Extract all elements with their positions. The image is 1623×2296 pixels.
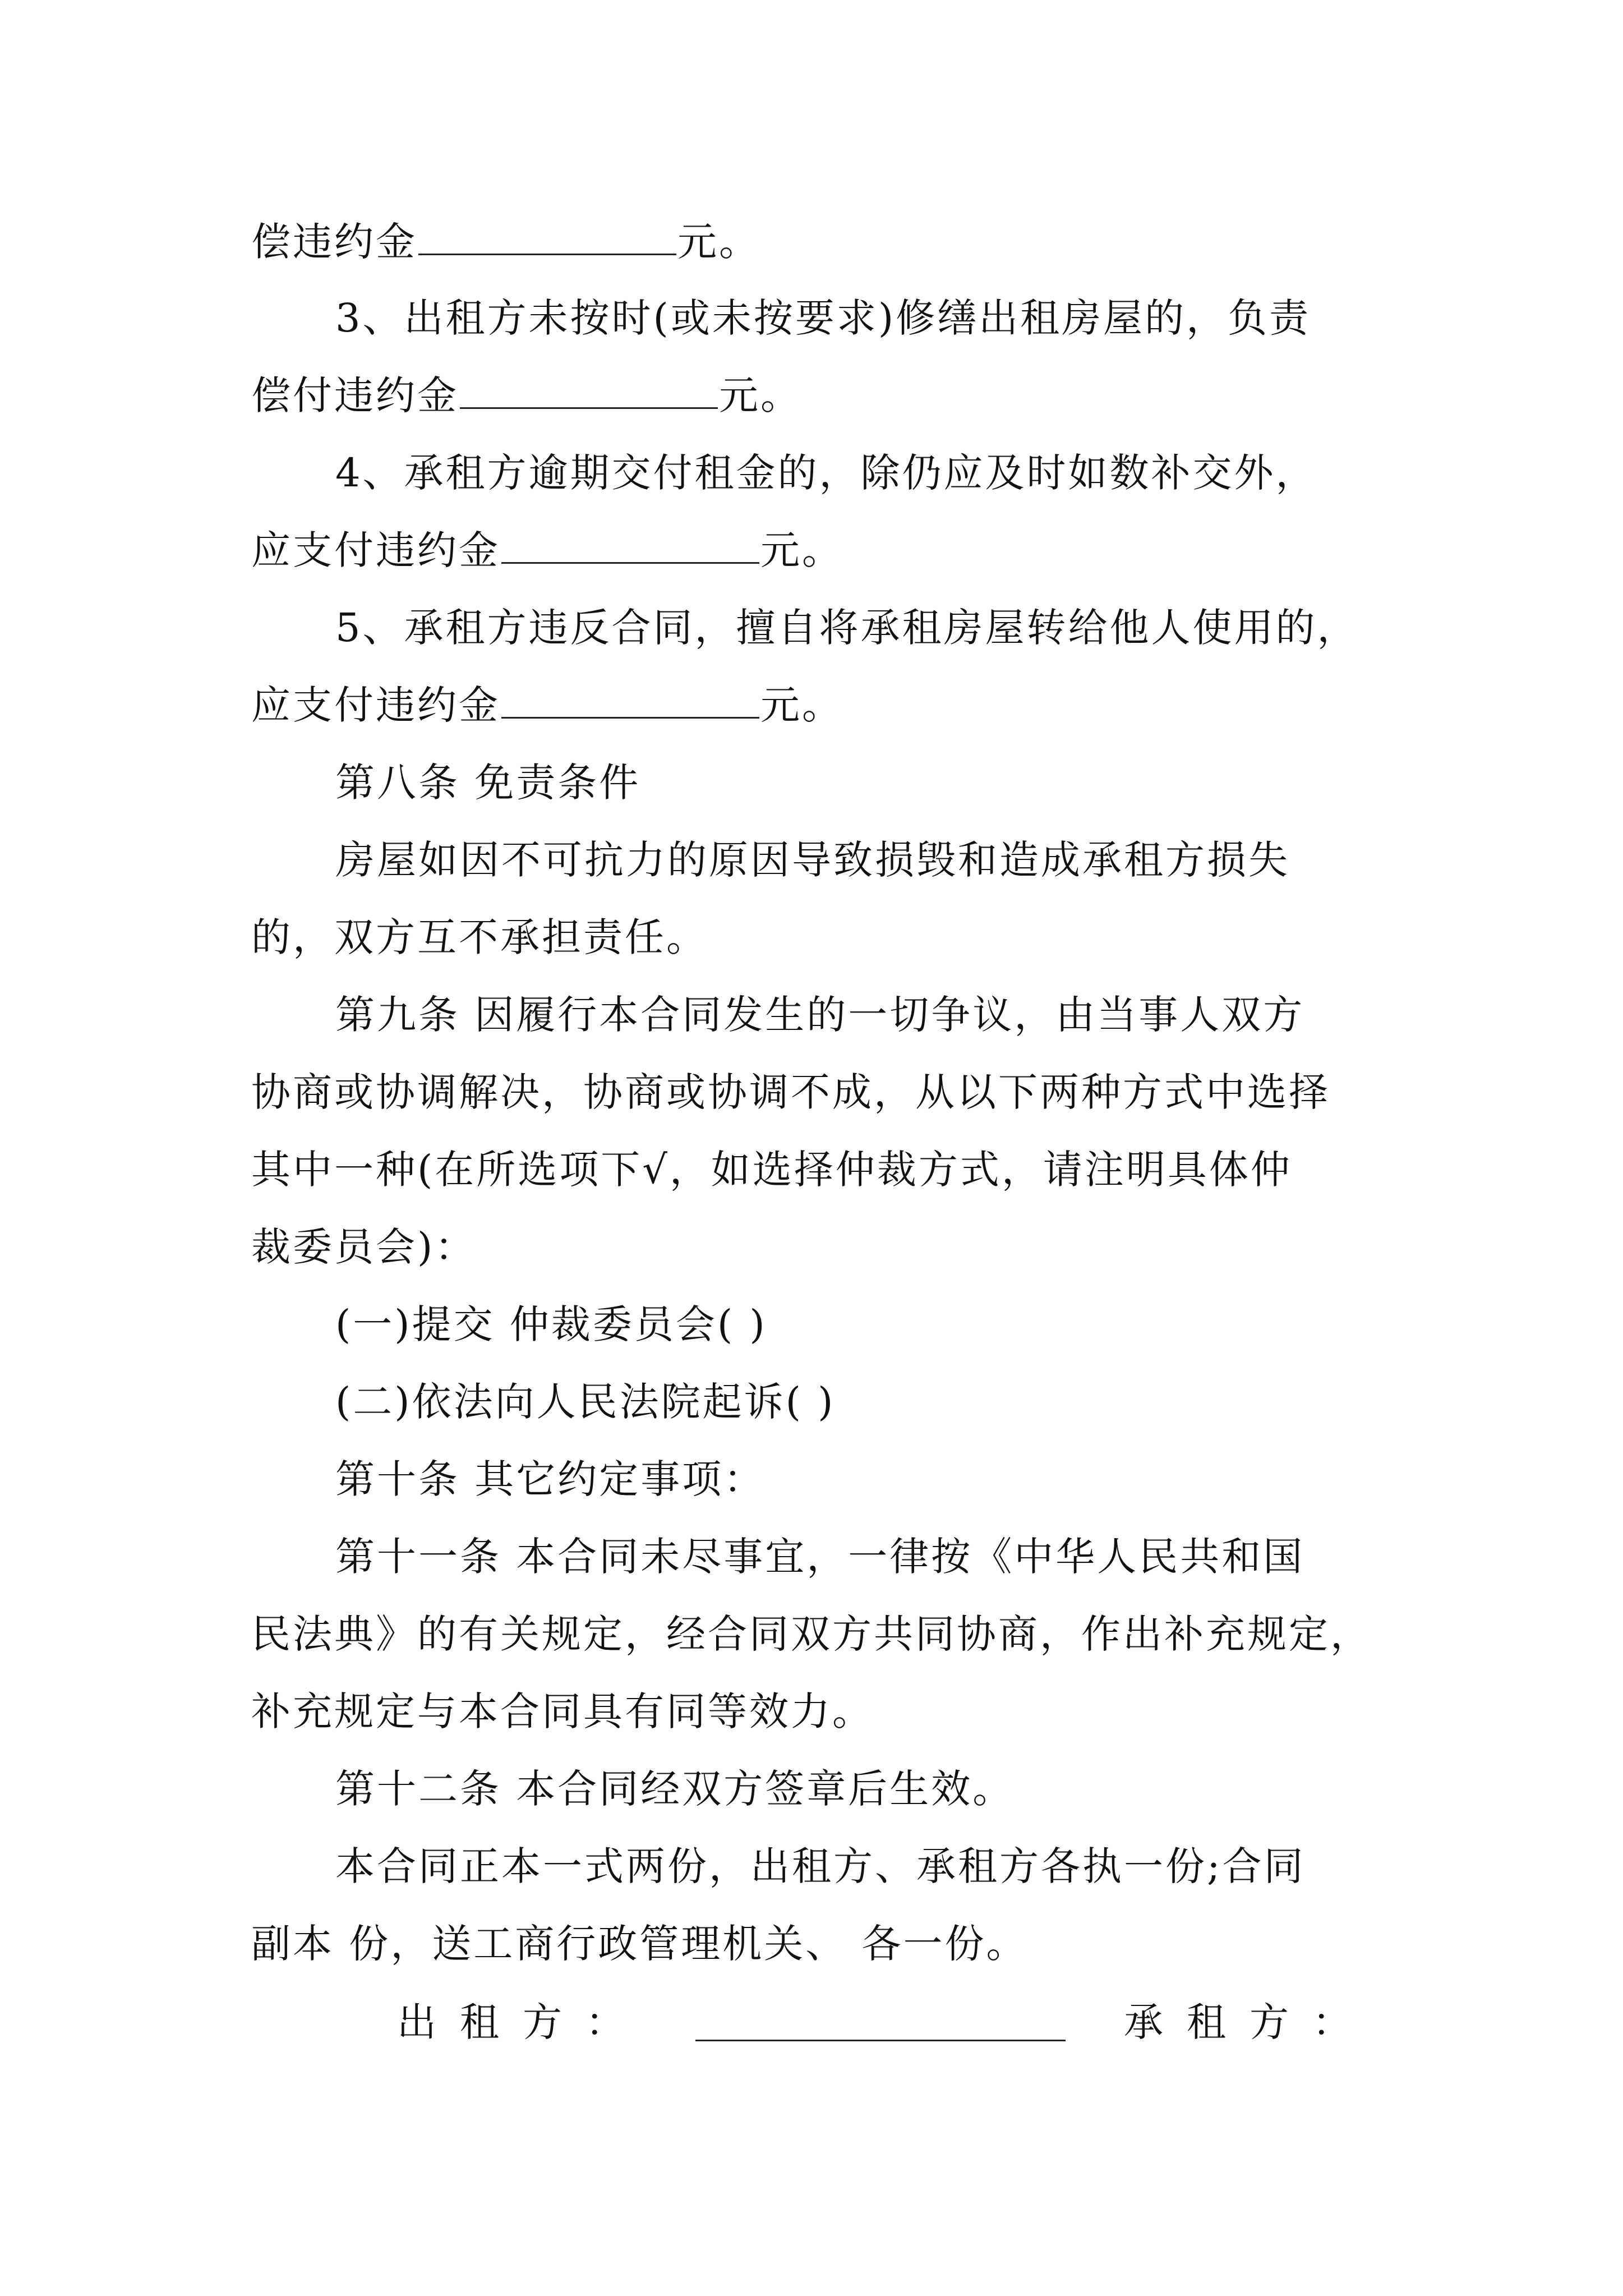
line-text: 其中一种(在所选项下√，如选择仲裁方式，请注明具体仲 — [251, 1147, 1292, 1193]
line-text: 元。 — [760, 682, 843, 728]
line-text: 副本 份，送工商行政管理机关、 各一份。 — [251, 1921, 1028, 1967]
option-arbitration — [335, 1286, 1623, 1363]
line-text: 协商或协调解决，协商或协调不成，从以下两种方式中选择 — [251, 1069, 1330, 1115]
line-text: 第八条 免责条件 — [335, 760, 641, 806]
line-text: 的，双方互不承担责任。 — [251, 914, 708, 960]
line-text: 应支付违约金 — [251, 682, 500, 728]
article-8-body — [335, 821, 1623, 899]
penalty-item-5-cont — [251, 666, 1623, 744]
line-text: 房屋如因不可抗力的原因导致损毁和造成承租方损失 — [335, 837, 1290, 883]
copies-clause — [335, 1828, 1623, 1905]
line-text: (一)提交 仲裁委员会( ) — [335, 1301, 767, 1347]
article-10 — [335, 1441, 1623, 1518]
amount-blank — [501, 684, 759, 719]
lessor-signature-label — [397, 1984, 756, 2061]
amount-blank — [418, 221, 676, 255]
lessor-label: 出租方： — [397, 1999, 648, 2045]
penalty-line-2-cont — [251, 203, 1623, 280]
article-8-heading — [335, 744, 1623, 821]
article-11 — [335, 1518, 1623, 1595]
article-11-cont — [251, 1673, 1623, 1750]
article-9 — [335, 976, 1623, 1053]
line-text: 第十一条 本合同未尽事宜，一律按《中华人民共和国 — [335, 1534, 1305, 1580]
option-litigation — [335, 1363, 1623, 1441]
line-text: 裁委员会)： — [251, 1224, 477, 1270]
line-text: 元。 — [677, 219, 760, 265]
line-text: 偿付违约金 — [251, 372, 459, 418]
lessor-signature-blank — [695, 2040, 1066, 2041]
line-text: 元。 — [760, 527, 843, 573]
line-text: 第九条 因履行本合同发生的一切争议，由当事人双方 — [335, 992, 1305, 1038]
line-text: 民法典》的有关规定，经合同双方共同协商，作出补充规定， — [251, 1611, 1372, 1657]
line-text: 补充规定与本合同具有同等效力。 — [251, 1688, 874, 1734]
penalty-item-3 — [335, 279, 1623, 357]
line-text: 5、承租方违反合同，擅自将承租房屋转给他人使用的， — [335, 605, 1359, 651]
article-9-cont — [251, 1208, 1623, 1286]
line-text: 第十二条 本合同经双方签章后生效。 — [335, 1766, 1015, 1812]
amount-blank — [501, 530, 759, 564]
article-12 — [335, 1750, 1623, 1828]
line-text: 应支付违约金 — [251, 527, 500, 573]
line-text: 本合同正本一式两份，出租方、承租方各执一份;合同 — [335, 1843, 1306, 1889]
line-text: 3、出租方未按时(或未按要求)修缮出租房屋的，负责 — [335, 295, 1311, 341]
article-8-body-cont — [251, 899, 1623, 976]
line-text: 偿违约金 — [251, 219, 417, 265]
amount-blank — [460, 375, 718, 409]
penalty-item-4 — [335, 434, 1623, 512]
lessee-signature-label — [1124, 1984, 1483, 2061]
line-text: 4、承租方逾期交付租金的，除仍应及时如数补交外， — [335, 450, 1317, 496]
article-11-cont — [251, 1595, 1623, 1673]
article-9-cont — [251, 1131, 1623, 1208]
penalty-item-5 — [335, 589, 1623, 666]
penalty-item-4-cont — [251, 512, 1623, 589]
copies-clause-cont — [251, 1905, 1623, 1982]
article-9-cont — [251, 1053, 1623, 1131]
line-text: 元。 — [719, 372, 802, 418]
lessee-label: 承租方： — [1124, 1999, 1375, 2045]
penalty-item-3-cont — [251, 357, 1623, 434]
line-text: (二)依法向人民法院起诉( ) — [335, 1379, 836, 1425]
line-text: 第十条 其它约定事项： — [335, 1456, 766, 1502]
